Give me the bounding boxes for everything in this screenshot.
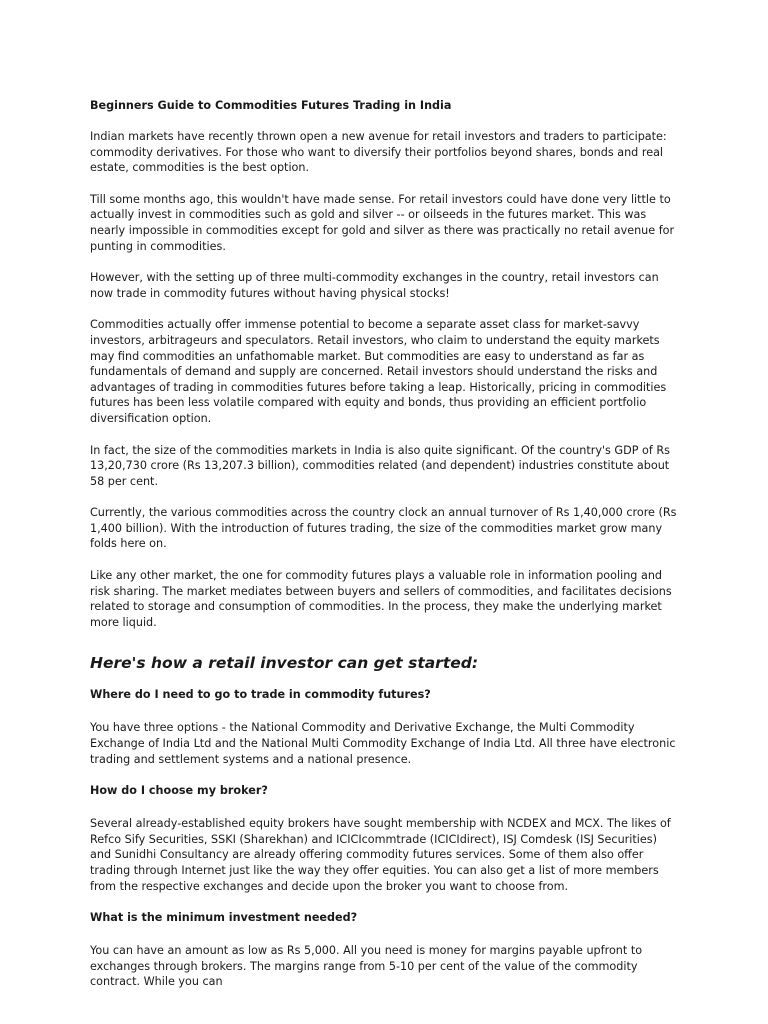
document-title: Beginners Guide to Commodities Futures Trading in India (90, 99, 452, 112)
intro-paragraph-5: In fact, the size of the commodities markets in India is also quite significant. Of the country's GDP of Rs 13,20,730 crore (Rs 13,207.3 billion), commodities related (and dependent) industries constitute about 58 per cent. (90, 443, 670, 488)
intro-paragraph-3: However, with the setting up of three multi-commodity exchanges in the country, retail investors can now trade in commodity futures without having physical stocks! (90, 271, 659, 300)
intro-paragraph-4: Commodities actually offer immense potential to become a separate asset class for market-savvy investors, arbitrageurs and speculators. Retail investors, who claim to understand the equity markets may find commodities an unfathomable market. But commodities are easy to understand as far as fundamentals of demand and supply are concerned. Retail investors should understand the risks and advantages of trading in commodities futures before taking a leap. Historically, pricing in commodities futures has been less volatile compared with equity and bonds, thus providing an efficient portfolio diversification option. (90, 318, 667, 425)
intro-paragraph-7: Like any other market, the one for commodity futures plays a valuable role in information pooling and risk sharing. The market mediates between buyers and sellers of commodities, and facilitates decisions related to storage and consumption of commodities. In the process, they make the underlying market more liquid. (90, 569, 672, 629)
faq-answer-3: You can have an amount as low as Rs 5,000. All you need is money for margins payable upfront to exchanges through brokers. The margins range from 5-10 per cent of the value of the commodity contract. While you can (90, 944, 643, 989)
intro-paragraph-2: Till some months ago, this wouldn't have made sense. For retail investors could have done very little to actually invest in commodities such as gold and silver -- or oilseeds in the futures market. This was nearly impossible in commodities except for gold and silver as there was practically no retail avenue for punting in commodities. (90, 192, 675, 253)
document-body (90, 98, 680, 1006)
faq-question-1: Where do I need to go to trade in commodity futures? (90, 688, 431, 702)
faq-answer-2: Several already-established equity brokers have sought membership with NCDEX and MCX. The likes of Refco Sify Securities, SSKI (Sharekhan) and ICICIcommtrade (ICICIdirect), ISJ Comdesk (ISJ Securities) and Sunidhi Consultancy are already offering commodity futures services. Some of them also offer trading through Internet just like the way they offer equities. You can also get a list of more members from the respective exchanges and decide upon the broker you want to choose from. (90, 817, 671, 893)
faq-question-2: How do I choose my broker? (90, 784, 268, 798)
faq-question-3: What is the minimum investment needed? (90, 911, 358, 925)
faq-answer-1: You have three options - the National Commodity and Derivative Exchange, the Multi Commodity Exchange of India Ltd and the National Multi Commodity Exchange of India Ltd. All three have electronic trading and settlement systems and a national presence. (90, 721, 676, 766)
section-heading: Here's how a retail investor can get started: (90, 654, 479, 673)
intro-paragraph-6: Currently, the various commodities across the country clock an annual turnover of Rs 1,40,000 crore (Rs 1,400 billion). With the introduction of futures trading, the size of the commodities market grow many folds here on. (90, 506, 677, 551)
intro-paragraph-1: Indian markets have recently thrown open a new avenue for retail investors and traders to participate: commodity derivatives. For those who want to diversify their portfolios beyond shares, bonds and real estate, commodities is the best option. (90, 130, 667, 175)
